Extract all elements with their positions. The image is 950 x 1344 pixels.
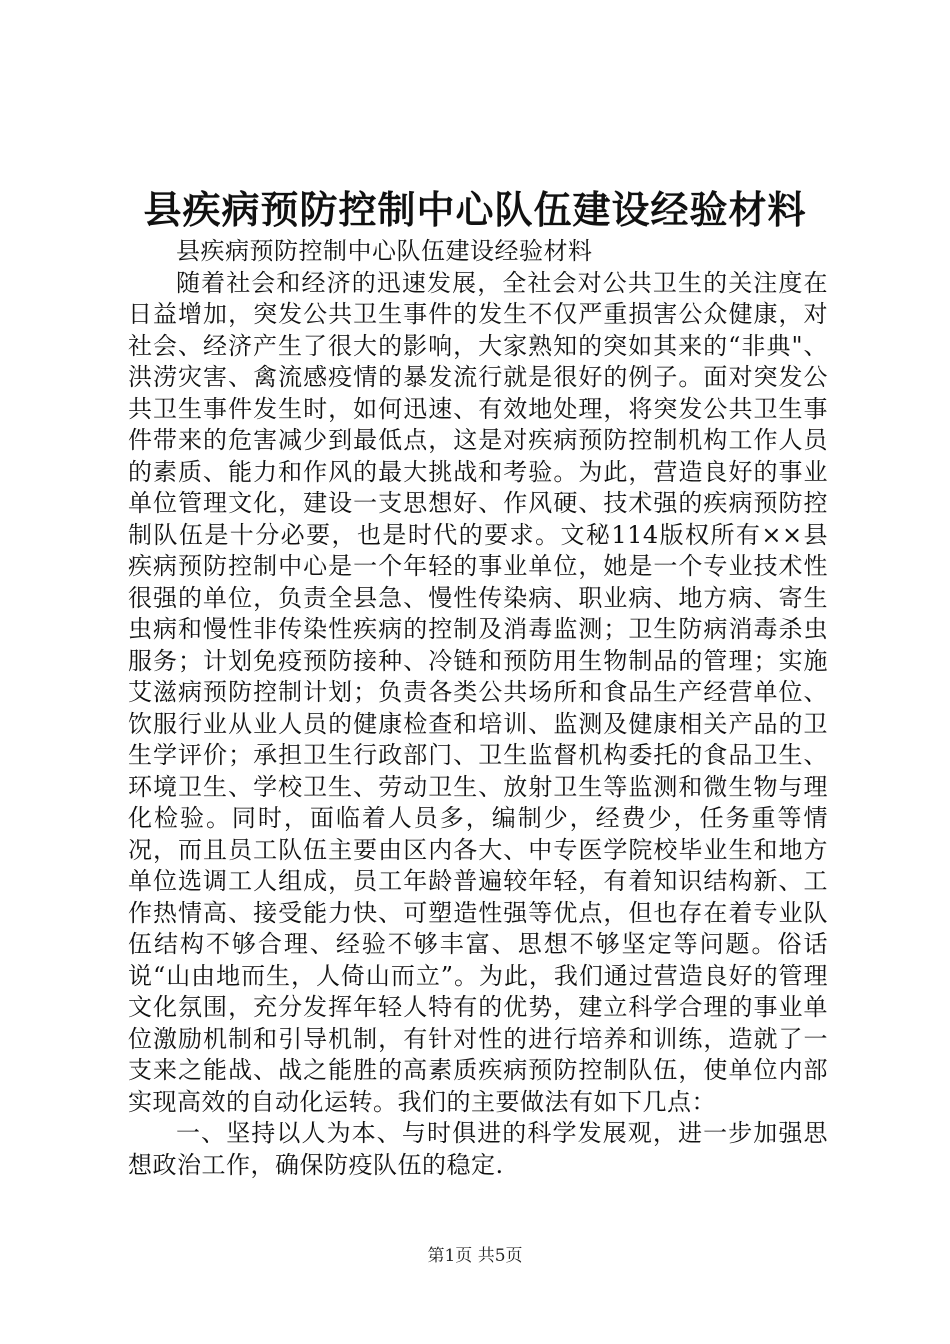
document-body — [128, 236, 828, 1181]
page-number-footer: 第1页 共5页 — [427, 1246, 523, 1266]
document-title: 县疾病预防控制中心队伍建设经验材料 — [143, 187, 807, 232]
body-paragraph-main: 随着社会和经济的迅速发展，全社会对公共卫生的关注度在日益增加，突发公共卫生事件的发生不仅严重损害公众健康，对社会、经济产生了很大的影响，大家熟知的突如其来的“非典"、洪涝灾害、禽流感疫情的暴发流行就是很好的例子。面对突发公共卫生事件发生时，如何迅速、有效地处理，将突发公共卫生事件带来的危害减少到最低点，这是对疾病预防控制机构工作人员的素质、能力和作风的最大挑战和考验。为此，营造良好的事业单位管理文化，建设一支思想好、作风硬、技术强的疾病预防控制队伍是十分必要，也是时代的要求。文秘114版权所有××县疾病预防控制中心是一个年轻的事业单位，她是一个专业技术性很强的单位，负责全县急、慢性传染病、职业病、地方病、寄生虫病和慢性非传染性疾病的控制及消毒监测；卫生防病消毒杀虫服务；计划免疫预防接种、冷链和预防用生物制品的管理；实施艾滋病预防控制计划；负责各类公共场所和食品生产经营单位、饮服行业从业人员的健康检查和培训、监测及健康相关产品的卫生学评价；承担卫生行政部门、卫生监督机构委托的食品卫生、环境卫生、学校卫生、劳动卫生、放射卫生等监测和微生物与理化检验。同时，面临着人员多，编制少，经费少，任务重等情况，而且员工队伍主要由区内各大、中专医学院校毕业生和地方单位选调工人组成，员工年龄普遍较年轻，有着知识结构新、工作热情高、接受能力快、可塑造性强等优点，但也存在着专业队伍结构不够合理、经验不够丰富、思想不够坚定等问题。俗话说“山由地而生，人倚山而立”。为此，我们通过营造良好的管理文化氛围，充分发挥年轻人特有的优势，建立科学合理的事业单位激励机制和引导机制，有针对性的进行培养和训练，造就了一支来之能战、战之能胜的高素质疾病预防控制队伍，使单位内部实现高效的自动化运转。我们的主要做法有如下几点： — [128, 268, 828, 1116]
body-paragraph-subtitle: 县疾病预防控制中心队伍建设经验材料 — [176, 237, 593, 265]
body-paragraph-section-one: 一、坚持以人为本、与时俱进的科学发展观，进一步加强思想政治工作，确保防疫队伍的稳定. — [128, 1119, 828, 1179]
